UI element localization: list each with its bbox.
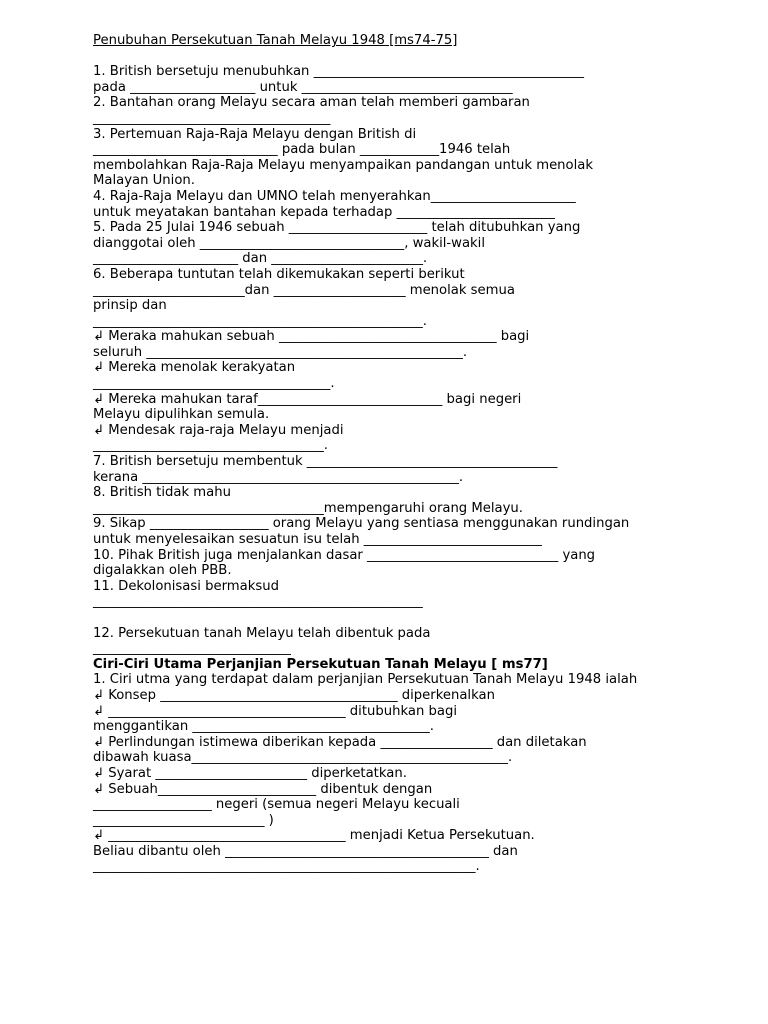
worksheet-line: ↲ Sebuah________________________ dibentuk dengan	[93, 781, 433, 797]
worksheet-line: _______________________dan ____________________ menolak semua	[93, 282, 515, 298]
worksheet-line: __________________________________________________________.	[93, 859, 480, 875]
section2-title: Ciri-Ciri Utama Perjanjian Persekutuan Tanah Melayu [ ms77]	[93, 656, 548, 672]
worksheet-line: prinsip dan	[93, 298, 167, 314]
worksheet-line: ↲ ____________________________________ menjadi Ketua Persekutuan.	[93, 828, 535, 844]
worksheet-line: Malayan Union.	[93, 173, 195, 189]
worksheet-line: ___________________________________mempengaruhi orang Melayu.	[93, 500, 523, 516]
worksheet-line: ____________________________________.	[93, 376, 335, 392]
worksheet-line: dibawah kuasa________________________________________________.	[93, 750, 513, 766]
worksheet-line: 10. Pihak British juga menjalankan dasar _____________________________ yang	[93, 547, 596, 563]
worksheet-line: ↲ Syarat _______________________ diperketatkan.	[93, 765, 407, 781]
worksheet-line: __________________________ )	[93, 812, 274, 828]
worksheet-line: 9. Sikap __________________ orang Melayu yang sentiasa menggunakan rundingan	[93, 516, 630, 532]
worksheet-line: 12. Persekutuan tanah Melayu telah dibentuk pada	[93, 625, 431, 641]
worksheet-line: 7. British bersetuju membentuk ______________________________________	[93, 454, 558, 470]
worksheet-line: ↲ Mendesak raja-raja Melayu menjadi	[93, 422, 344, 438]
worksheet-line: ↲ Mereka mahukan taraf____________________________ bagi negeri	[93, 391, 522, 407]
worksheet-line: 1. British bersetuju menubuhkan _________________________________________	[93, 64, 584, 80]
worksheet-line: seluruh ________________________________________________.	[93, 344, 468, 360]
worksheet-line: ↲ ____________________________________ ditubuhkan bagi	[93, 703, 457, 719]
worksheet-line: 3. Pertemuan Raja-Raja Melayu dengan British di	[93, 126, 417, 142]
worksheet-line: digalakkan oleh PBB.	[93, 563, 232, 579]
worksheet-line: 8. British tidak mahu	[93, 485, 231, 501]
worksheet-line: untuk meyatakan bantahan kepada terhadap ________________________	[93, 204, 555, 220]
worksheet-line: ______________________________	[93, 641, 291, 657]
worksheet-line: __________________________________________________.	[93, 313, 427, 329]
worksheet-line: 1. Ciri utma yang terdapat dalam perjanjian Persekutuan Tanah Melayu 1948 ialah	[93, 672, 638, 688]
worksheet-line: Beliau dibantu oleh ________________________________________ dan	[93, 843, 518, 859]
worksheet-line: 6. Beberapa tuntutan telah dikemukakan seperti berikut	[93, 266, 465, 282]
worksheet-line: ↲ Mereka menolak kerakyatan	[93, 360, 296, 376]
worksheet	[93, 33, 693, 875]
worksheet-line: Melayu dipulihkan semula.	[93, 407, 270, 423]
worksheet-line: ______________________ dan _______________________.	[93, 251, 428, 267]
worksheet-line: ↲ Konsep ____________________________________ diperkenalkan	[93, 687, 495, 703]
spacer	[93, 610, 693, 626]
worksheet-line: ____________________________________	[93, 110, 331, 126]
section1-title: Penubuhan Persekutuan Tanah Melayu 1948 [ms74-75]	[93, 33, 458, 48]
worksheet-line: untuk menyelesaikan sesuatun isu telah ___________________________	[93, 532, 542, 547]
worksheet-line: kerana ________________________________________________.	[93, 469, 464, 485]
spacer	[93, 49, 693, 65]
worksheet-line: 5. Pada 25 Julai 1946 sebuah _____________________ telah ditubuhkan yang	[93, 220, 581, 236]
worksheet-line: membolahkan Raja-Raja Melayu menyampaikan pandangan untuk menolak	[93, 157, 593, 173]
worksheet-line: dianggotai oleh _______________________________, wakil-wakil	[93, 235, 485, 251]
worksheet-line: pada ___________________ untuk ________________________________	[93, 79, 513, 95]
worksheet-line: ___________________________________.	[93, 438, 328, 454]
worksheet-line: 2. Bantahan orang Melayu secara aman telah memberi gambaran	[93, 95, 530, 111]
worksheet-line: ↲ Meraka mahukan sebuah _________________________________ bagi	[93, 329, 530, 345]
worksheet-line: 11. Dekolonisasi bermaksud	[93, 578, 279, 594]
worksheet-line: ↲ Perlindungan istimewa diberikan kepada _________________ dan diletakan	[93, 734, 587, 750]
worksheet-line: ____________________________ pada bulan ____________1946 telah	[93, 142, 511, 158]
worksheet-line: __________________ negeri (semua negeri Melayu kecuali	[93, 797, 460, 813]
worksheet-line: menggantikan ____________________________________.	[93, 719, 434, 735]
worksheet-line: __________________________________________________	[93, 594, 423, 610]
worksheet-line: 4. Raja-Raja Melayu dan UMNO telah menyerahkan______________________	[93, 188, 576, 204]
